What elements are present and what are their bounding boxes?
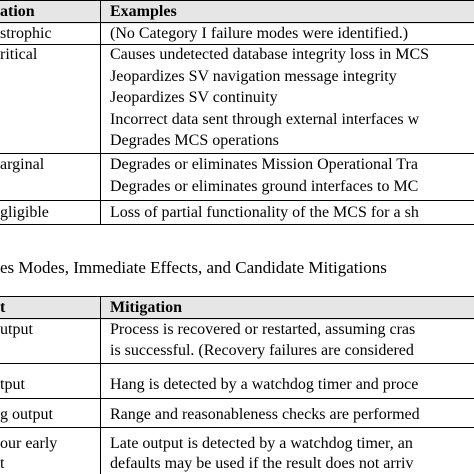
mitigation-text: Late output is detected by a watchdog timer, an [110, 435, 413, 452]
table2-column-divider [100, 296, 101, 474]
examples-column-header: Examples [110, 3, 177, 20]
classification-negligible: gligible [0, 204, 49, 221]
example-text: Jeopardizes SV continuity [110, 89, 278, 106]
table1-header-rule [0, 22, 474, 23]
table1-top-rule [0, 0, 474, 1]
classification-column-header: ation [0, 3, 35, 20]
effect-column-header: t [0, 299, 6, 316]
mitigation-text: Range and reasonableness checks are performed [110, 406, 420, 423]
example-text: Degrades or eliminates Mission Operational Tra [110, 156, 418, 173]
mitigation-column-header: Mitigation [110, 299, 182, 316]
classification-catastrophic: strophic [0, 25, 52, 42]
example-text: Degrades or eliminates ground interfaces to MC [110, 178, 419, 195]
example-text: Causes undetected database integrity loss in MCS [110, 46, 430, 63]
mitigation-text: defaults may be used if the result does not arriv [110, 455, 414, 472]
example-text: Jeopardizes SV navigation message integrity [110, 68, 397, 85]
classification-critical: ritical [0, 46, 38, 63]
classification-marginal: arginal [0, 156, 45, 173]
effect-cell: tput [0, 376, 25, 393]
table2-top-rule [0, 296, 474, 297]
mitigation-text: is successful. (Recovery failures are considered [110, 342, 414, 359]
row-rule [0, 427, 474, 428]
table2-caption: es Modes, Immediate Effects, and Candidate Mitigations [0, 258, 387, 277]
effect-cell: g output [0, 406, 53, 423]
example-text: Incorrect data sent through external interfaces w [110, 111, 420, 128]
table1-bottom-rule [0, 224, 474, 225]
example-text: Loss of partial functionality of the MCS for a sh [110, 204, 419, 221]
row-rule [0, 200, 474, 201]
mitigation-text: Process is recovered or restarted, assuming cras [110, 321, 416, 338]
mitigation-text: Hang is detected by a watchdog timer and proce [110, 376, 419, 393]
table1-column-divider [100, 0, 101, 224]
example-text: (No Category I failure modes were identified.) [110, 25, 409, 42]
table2-header-rule [0, 318, 474, 319]
effect-cell: our early [0, 435, 58, 452]
effect-cell: t [0, 455, 5, 472]
example-text: Degrades MCS operations [110, 132, 279, 149]
row-rule [0, 153, 474, 154]
row-rule [0, 398, 474, 399]
row-rule [0, 363, 474, 364]
effect-cell: utput [0, 321, 33, 338]
